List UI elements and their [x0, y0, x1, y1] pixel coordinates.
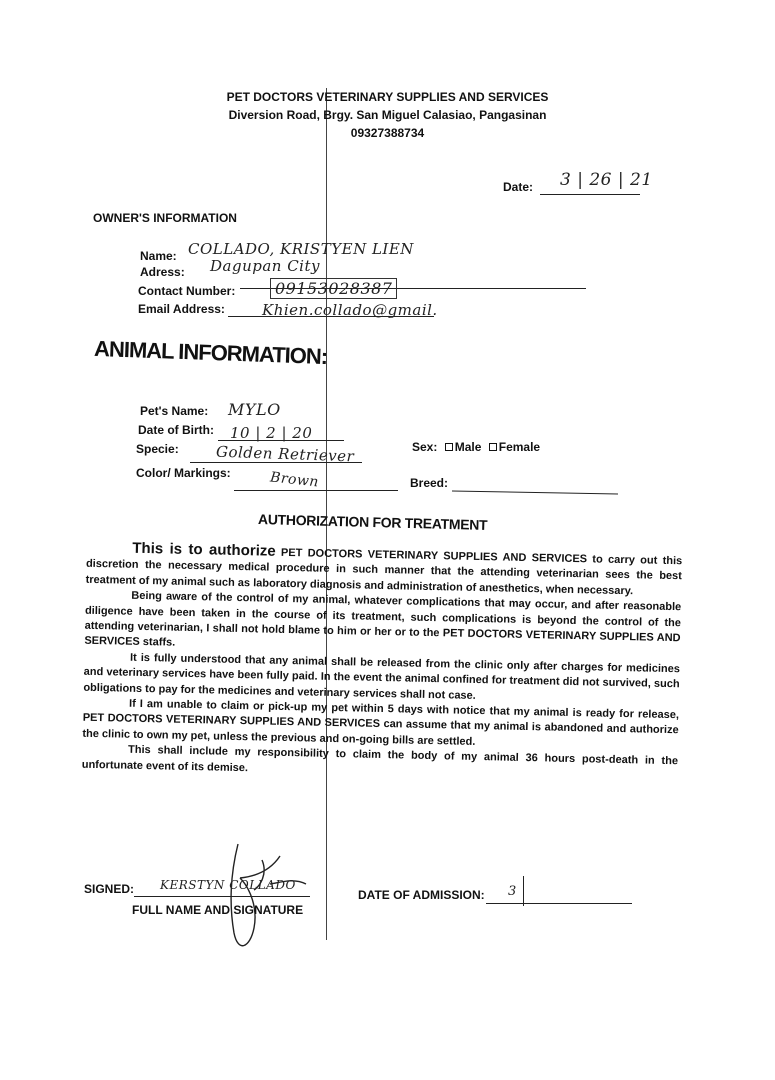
color-markings-label: Color/ Markings:	[136, 466, 231, 480]
paragraph-1-lead: This is to authorize	[132, 539, 276, 560]
date-label: Date:	[503, 180, 534, 194]
date-of-admission-value: 3	[508, 884, 517, 899]
owner-name-label: Name:	[140, 249, 177, 263]
male-label: Male	[454, 440, 482, 454]
email-value: Khien.collado@gmail.	[262, 301, 438, 319]
date-of-admission-label: DATE OF ADMISSION:	[358, 888, 485, 902]
date-value: 3 | 26 | 21	[560, 170, 653, 190]
signature-scribble	[210, 838, 320, 958]
signed-label: SIGNED:	[84, 882, 135, 896]
dob-value: 10 | 2 | 20	[230, 424, 313, 442]
pet-name-value: MYLO	[228, 400, 281, 419]
date-line	[540, 194, 640, 195]
owner-address-label: Adress:	[140, 265, 185, 279]
breed-line	[452, 491, 618, 495]
specie-label: Specie:	[136, 442, 179, 456]
female-label: Female	[498, 440, 541, 454]
email-label: Email Address:	[138, 302, 225, 316]
dob-label: Date of Birth:	[138, 423, 214, 437]
female-checkbox[interactable]	[489, 443, 497, 451]
contact-number-label: Contact Number:	[138, 284, 236, 298]
sex-field	[412, 440, 540, 454]
authorization-title: AUTHORIZATION FOR TREATMENT	[257, 511, 488, 533]
owner-address-value: Dagupan City	[210, 257, 320, 275]
paragraph-1-rest: PET DOCTORS VETERINARY SUPPLIES AND SERVICES to carry out this discretion the necessary medical procedure in such manner that the attending veterinarian sees the best treatment of my animal such as laboratory diagnosis and administration of anesthetics, when necessary.	[85, 546, 683, 598]
specie-value: Golden Retriever	[215, 442, 355, 466]
business-phone: 09327388734	[350, 126, 425, 140]
contact-number-value: 09153028387	[270, 278, 397, 299]
business-name: PET DOCTORS VETERINARY SUPPLIES AND SERVICES	[226, 90, 549, 104]
pet-name-label: Pet's Name:	[140, 404, 209, 418]
full-name-signature-caption: FULL NAME AND SIGNATURE	[132, 903, 304, 917]
breed-label: Breed:	[410, 476, 449, 490]
business-address: Diversion Road, Brgy. San Miguel Calasiao, Pangasinan	[228, 108, 547, 122]
paragraph-4: If I am unable to claim or pick-up my pet within 5 days with notice that my animal is ready for release, PET DOCTORS VETERINARY SUPPLIES AND SERVICES can assume that my animal is abandoned and authorize the clinic to own my pet, unless the previous and on-going bills are settled.	[82, 697, 680, 748]
sex-label: Sex:	[412, 440, 438, 454]
authorization-body	[82, 540, 683, 786]
paragraph-5: This shall include my responsibility to claim the body of my animal 36 hours post-death in the unfortunate event of its demise.	[81, 743, 679, 774]
admission-line	[486, 903, 632, 904]
admission-stroke	[523, 876, 524, 906]
paragraph-2: Being aware of the control of my animal, whatever complications that may occur, and after reasonable diligence have been taken in the course of its treatment, such complications is beyond the control of the attending veterinarian, I shall not hold blame to him or her or to the PET DOCTORS VETERINARY SUPPLIES AND SERVICES staffs.	[84, 589, 682, 650]
color-markings-value: Brown	[269, 469, 320, 491]
owner-section-title: OWNER'S INFORMATION	[93, 211, 237, 225]
signed-name-value: KERSTYN COLLADO	[160, 878, 296, 892]
paragraph-3: It is fully understood that any animal shall be released from the clinic only after charges for medicines and veterinary services have been fully paid. In the event the animal confined for treatment did not survived, such obligations to pay for the medicines and veterinary services shall not case.	[83, 651, 681, 702]
male-checkbox[interactable]	[445, 443, 453, 451]
animal-section-title: ANIMAL INFORMATION:	[93, 335, 328, 370]
owner-name-value: COLLADO, KRISTYEN LIEN	[188, 240, 414, 258]
